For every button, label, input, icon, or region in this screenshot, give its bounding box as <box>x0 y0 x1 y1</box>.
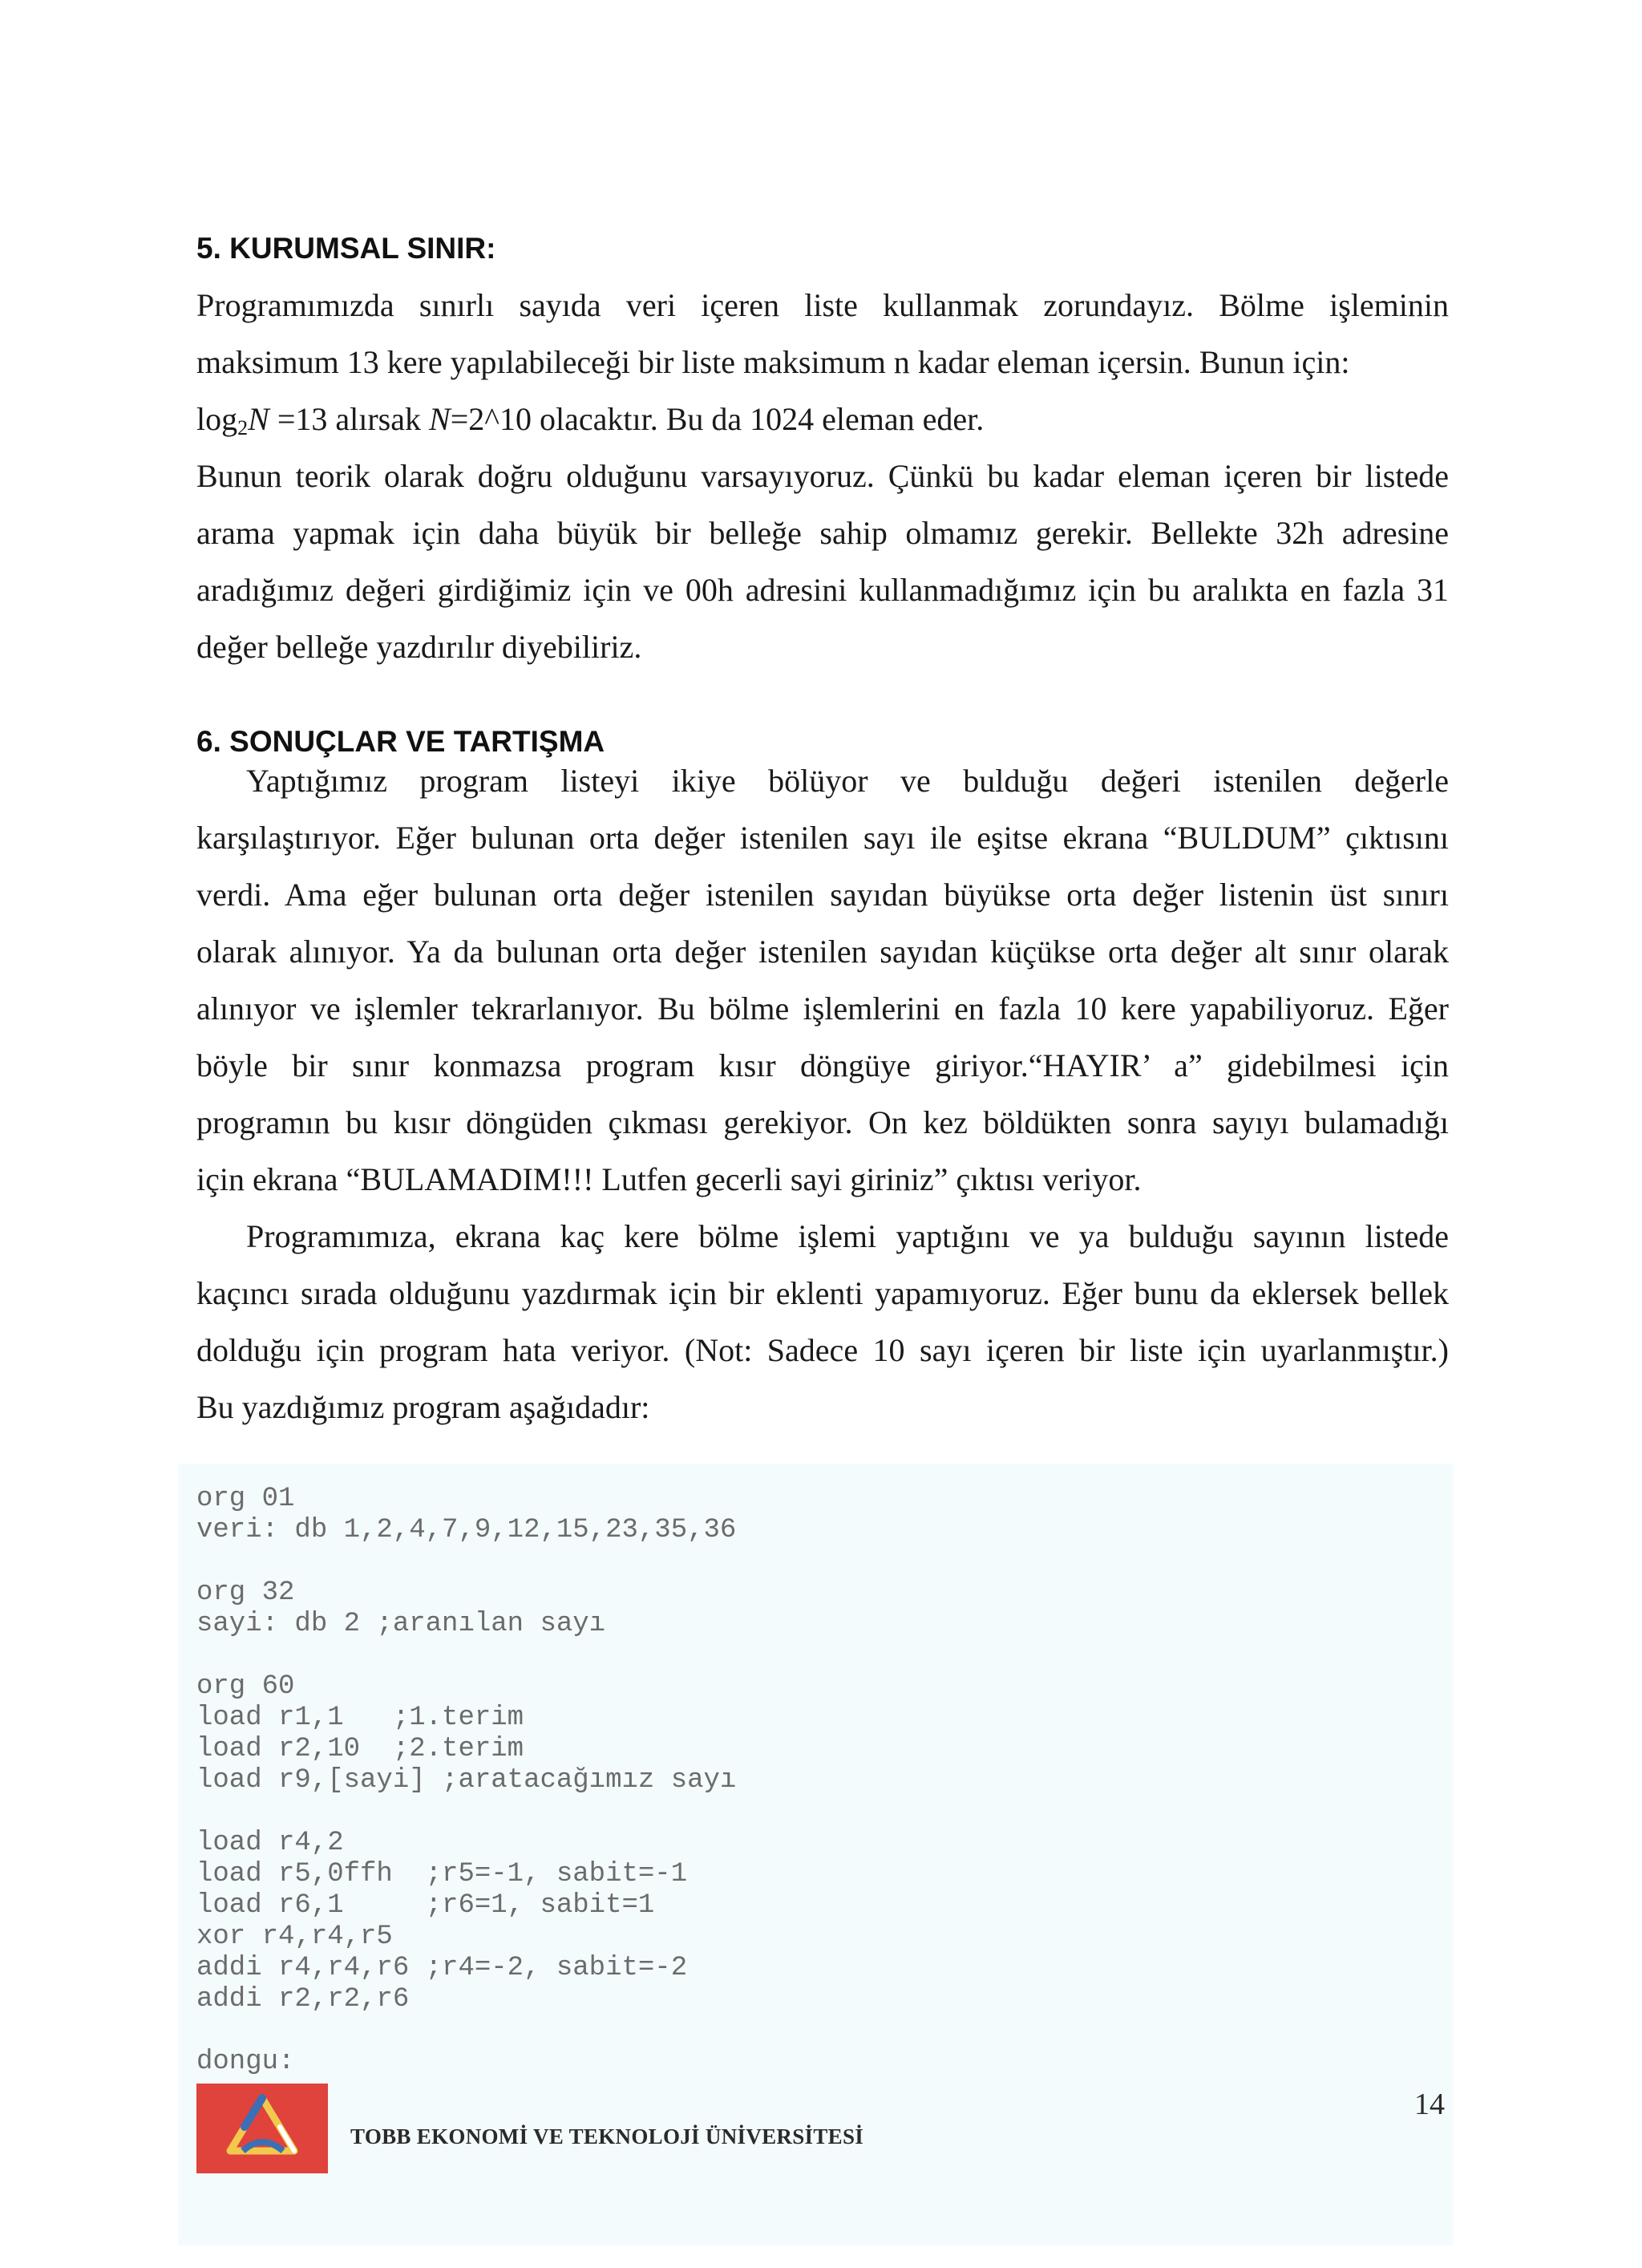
text-line: kaçıncı sırada olduğunu yazdırmak için bir eklenti yapamıyoruz. Eğer bunu da eklersek bellek <box>196 1275 1449 1311</box>
text-line: Programımıza, ekrana kaç kere bölme işlemi yaptığını ve ya bulduğu sayının listede <box>246 1218 1449 1254</box>
code-line: load r9,[sayi] ;aratacağımız sayı <box>196 1765 737 1796</box>
section-5-heading: 5. KURUMSAL SINIR: <box>196 232 496 265</box>
text-line: dolduğu için program hata veriyor. (Not: Sadece 10 sayı içeren bir liste için uyarlanmıştır.) <box>196 1332 1449 1368</box>
section-5-body <box>196 277 1449 675</box>
code-line <box>196 1546 736 1577</box>
code-line: org 01 <box>196 1484 295 1514</box>
section-6-heading: 6. SONUÇLAR VE TARTIŞMA <box>196 725 605 758</box>
formula-variable: N <box>248 401 269 437</box>
text-line: alınıyor ve işlemler tekrarlanıyor. Bu bölme işlemlerini en fazla 10 kere yapabiliyoruz. Eğer <box>196 990 1449 1027</box>
text-line: karşılaştırıyor. Eğer bulunan orta değer istenilen sayı ile eşitse ekrana “BULDUM” çıktısını <box>196 820 1449 856</box>
text-line: Bu yazdığımız program aşağıdadır: <box>196 1389 650 1425</box>
page-number: 14 <box>1414 2088 1445 2121</box>
code-line: org 32 <box>196 1577 295 1608</box>
text-line: Programımızda sınırlı sayıda veri içeren liste kullanmak zorundayız. Bölme işleminin <box>196 287 1449 323</box>
text-line: değer belleğe yazdırılır diyebiliriz. <box>196 629 642 665</box>
text-line: arama yapmak için daha büyük bir belleğe sahip olmamız gerekir. Bellekte 32h adresine <box>196 515 1449 551</box>
formula-line <box>196 391 1449 448</box>
text-line: böyle bir sınır konmazsa program kısır döngüye giriyor.“HAYIR’ a” gidebilmesi için <box>196 1047 1449 1083</box>
text-line: verdi. Ama eğer bulunan orta değer istenilen sayıdan büyükse orta değer listenin üst sınırı <box>196 877 1449 913</box>
code-line: load r4,2 <box>196 1828 344 1858</box>
university-name: TOBB EKONOMİ VE TEKNOLOJİ ÜNİVERSİTESİ <box>350 2124 864 2149</box>
section-6-paragraph-2 <box>196 1208 1449 1436</box>
text-line: için ekrana “BULAMADIM!!! Lutfen gecerli sayi giriniz” çıktısı veriyor. <box>196 1161 1142 1197</box>
code-line: load r5,0ffh ;r5=-1, sabit=-1 <box>196 1859 688 1889</box>
formula-log: log <box>196 401 238 437</box>
formula-subscript: 2 <box>237 416 249 439</box>
text-line: Yaptığımız program listeyi ikiye bölüyor ve bulduğu değeri istenilen değerle <box>246 763 1449 799</box>
text-line: olarak alınıyor. Ya da bulunan orta değer istenilen sayıdan küçükse orta değer alt sınır olarak <box>196 934 1449 970</box>
code-line: org 60 <box>196 1671 295 1702</box>
text-line: aradığımız değeri girdiğimiz için ve 00h adresini kullanmadığımız için bu aralıkta en fazla 31 <box>196 572 1449 608</box>
code-line: addi r2,r2,r6 <box>196 1984 410 2015</box>
formula-text: =13 alırsak <box>269 401 429 437</box>
section-6-paragraph-1 <box>196 752 1449 1208</box>
code-line <box>196 2015 736 2047</box>
code-line: xor r4,r4,r5 <box>196 1922 393 1952</box>
code-line <box>196 1796 736 1828</box>
code-line: veri: db 1,2,4,7,9,12,15,23,35,36 <box>196 1515 737 1545</box>
code-line: load r2,10 ;2.terim <box>196 1734 524 1764</box>
code-line: addi r4,r4,r6 ;r4=-2, sabit=-2 <box>196 1953 688 1983</box>
university-logo-icon <box>196 2084 328 2173</box>
code-line: dongu: <box>196 2047 295 2077</box>
code-line: load r1,1 ;1.terim <box>196 1703 524 1733</box>
formula-text: =2^10 olacaktır. Bu da 1024 eleman eder. <box>450 401 985 437</box>
code-line <box>196 1640 736 1671</box>
text-line: programın bu kısır döngüden çıkması gerekiyor. On kez böldükten sonra sayıyı bulamadığı <box>196 1104 1449 1140</box>
formula-variable: N <box>429 401 451 437</box>
text-line: maksimum 13 kere yapılabileceği bir liste maksimum n kadar eleman içersin. Bunun için: <box>196 344 1350 380</box>
code-line: sayi: db 2 ;aranılan sayı <box>196 1609 606 1639</box>
code-block <box>196 1484 736 2078</box>
text-line: Bunun teorik olarak doğru olduğunu varsayıyoruz. Çünkü bu kadar eleman içeren bir listede <box>196 458 1449 494</box>
code-line: load r6,1 ;r6=1, sabit=1 <box>196 1890 655 1921</box>
